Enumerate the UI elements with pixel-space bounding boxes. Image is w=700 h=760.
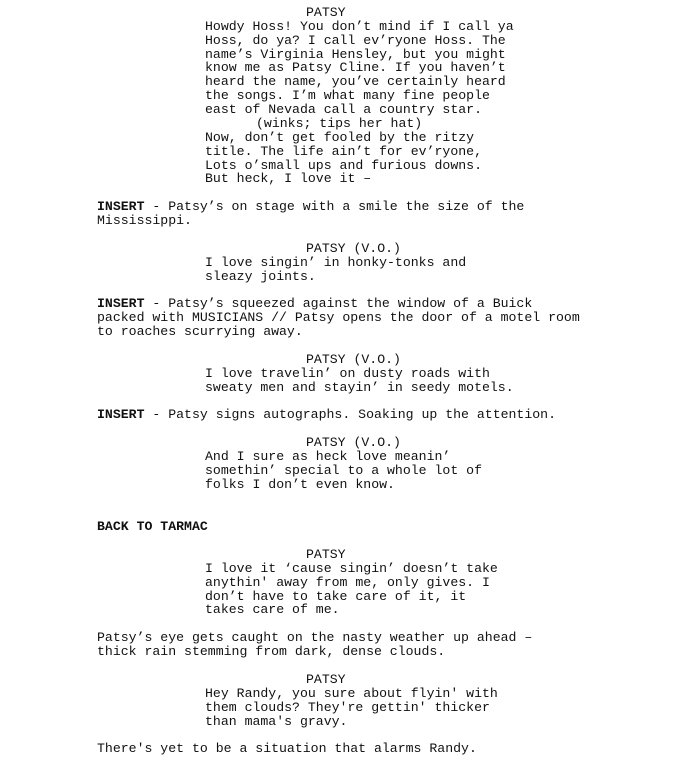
dialogue: And I sure as heck love meanin’ somethin’ special to a whole lot of folks I don’t even know. [205, 449, 482, 492]
insert-line [97, 200, 524, 228]
action-text: Patsy’s eye gets caught on the nasty weather up ahead – thick rain stemming from dark, dense clouds. [97, 630, 533, 659]
dialogue: Now, don’t get fooled by the ritzy title. The life ain’t for ev’ryone, Lots o’small ups and furious downs. But heck, I love it – [205, 130, 482, 187]
character-name: PATSY [306, 672, 346, 687]
dialogue: I love it ‘cause singin’ doesn’t take anythin' away from me, only gives. I don’t have to take care of it, it takes care of me. [205, 561, 498, 618]
character-name: PATSY [306, 547, 346, 562]
character-name: PATSY [306, 5, 346, 20]
dialogue: Howdy Hoss! You don’t mind if I call ya Hoss, do ya? I call ev’ryone Hoss. The name’s Virginia Hensley, but you might know me as Patsy Cline. If you haven’t heard the name, you’ve certainly heard the songs. I’m what many fine people east of Nevada call a country star. [205, 19, 514, 117]
character-name: PATSY (V.O.) [306, 352, 401, 367]
insert-text: - Patsy’s squeezed against the window of a Buick packed with MUSICIANS // Patsy opens the door of a motel room to roaches scurrying away. [97, 296, 580, 339]
insert-label: INSERT [97, 296, 145, 311]
insert-label: INSERT [97, 407, 145, 422]
character-name: PATSY (V.O.) [306, 241, 401, 256]
insert-label: INSERT [97, 199, 145, 214]
dialogue: I love travelin’ on dusty roads with sweaty men and stayin’ in seedy motels. [205, 366, 514, 395]
insert-text: - Patsy’s on stage with a smile the size of the Mississippi. [97, 199, 525, 228]
dialogue: Hey Randy, you sure about flyin' with them clouds? They're gettin' thicker than mama's gravy. [205, 686, 498, 729]
parenthetical: (winks; tips her hat) [256, 116, 423, 131]
insert-line [97, 408, 556, 422]
scene-heading: BACK TO TARMAC [97, 519, 208, 534]
insert-line [97, 297, 580, 338]
dialogue: I love singin’ in honky-tonks and sleazy joints. [205, 255, 467, 284]
character-name: PATSY (V.O.) [306, 435, 401, 450]
action-text: There's yet to be a situation that alarms Randy. [97, 741, 477, 756]
insert-text: - Patsy signs autographs. Soaking up the attention. [144, 407, 557, 422]
